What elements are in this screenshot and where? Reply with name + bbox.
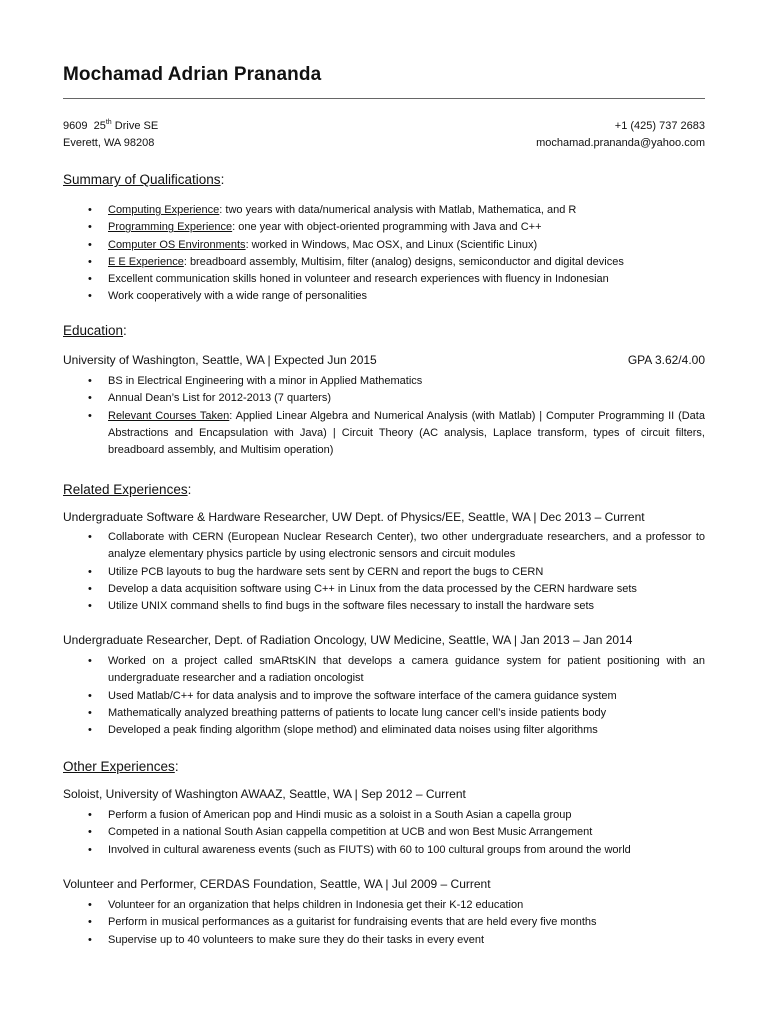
related-job-1-list <box>88 529 705 615</box>
other-job-item: • Volunteer for an organization that helps children in Indonesia get their K-12 education <box>88 897 705 914</box>
education-heading-text: Education <box>63 323 124 338</box>
summary-item <box>88 288 705 305</box>
summary-item-label: Computer OS Environments <box>108 238 246 251</box>
other-job-item: • Involved in cultural awareness events (such as FIUTS) with 60 to 100 cultural groups from around the world <box>88 842 705 859</box>
summary-item <box>88 219 705 236</box>
summary-list <box>88 202 705 306</box>
other-job-item: • Perform in musical performances as a guitarist for fundraising events that are held every five months <box>88 914 705 931</box>
header-divider <box>63 98 705 99</box>
other-job-2-title: Volunteer and Performer, CERDAS Foundation, Seattle, WA | Jul 2009 – Current <box>63 877 491 891</box>
other-heading-text: Other Experiences <box>63 759 175 774</box>
related-job-item: • Develop a data acquisition software using C++ in Linux from the data processed by the CERN hardware sets <box>88 581 705 598</box>
address-block <box>63 118 158 152</box>
other-heading-colon: : <box>174 759 179 774</box>
address-suffix: th <box>105 119 112 126</box>
summary-item <box>88 202 705 219</box>
education-heading-colon: : <box>123 323 127 338</box>
email-address[interactable]: mochamad.prananda@yahoo.com <box>536 137 705 149</box>
education-heading <box>63 323 127 338</box>
education-item-text: Annual Dean’s List for 2012-2013 (7 quarters) <box>108 392 331 405</box>
address-line-2: Everett, WA 98208 <box>63 137 155 149</box>
other-job-1-list <box>88 807 705 859</box>
gpa: GPA 3.62/4.00 <box>627 353 705 367</box>
related-job-2-title: Undergraduate Researcher, Dept. of Radiation Oncology, UW Medicine, Seattle, WA | Jan 2013 – Jan 2014 <box>63 633 633 647</box>
summary-heading-colon: : <box>220 172 225 187</box>
related-job-item: • Utilize UNIX command shells to find bugs in the software files necessary to install the hardware sets <box>88 598 705 615</box>
summary-heading <box>63 172 224 187</box>
summary-item-text: Excellent communication skills honed in volunteer and research experiences with fluency in Indonesian <box>108 273 609 286</box>
address-street-number: 25 <box>93 120 106 132</box>
summary-item-text: : worked in Windows, Mac OSX, and Linux (Scientific Linux) <box>245 238 538 251</box>
summary-item-label: Programming Experience <box>108 221 233 234</box>
education-item <box>88 373 705 390</box>
related-job-2-list <box>88 653 705 739</box>
summary-item <box>88 271 705 288</box>
other-heading <box>63 759 179 774</box>
related-job-item: • Worked on a project called smARtsKIN that develops a camera guidance system for patient positioning with an undergraduate researcher and a radiation oncologist <box>88 653 705 688</box>
education-item-text: BS in Electrical Engineering with a minor in Applied Mathematics <box>108 375 423 387</box>
education-item-label: Relevant Courses Taken <box>108 409 230 422</box>
contact-block <box>536 118 705 152</box>
education-item-text: : Applied Linear Algebra and Numerical Analysis (with Matlab) | Computer Programming II (Data Abstractions and Encapsulation with Java) | Circuit Theory (AC analysis, Laplace transform, types of circuit filters, breadboard assembly, and Multisim operation) <box>108 409 705 457</box>
related-job-1-title: Undergraduate Software & Hardware Researcher, UW Dept. of Physics/EE, Seattle, WA | Dec 2013 – Current <box>63 510 645 524</box>
other-job-item: • Competed in a national South Asian cappella competition at UCB and won Best Music Arrangement <box>88 824 705 841</box>
other-job-item: • Perform a fusion of American pop and Hindi music as a soloist in a South Asian a capella group <box>88 807 705 824</box>
education-item <box>88 390 705 407</box>
phone-number: +1 (425) 737 2683 <box>614 120 705 132</box>
related-job-item: • Developed a peak finding algorithm (slope method) and eliminated data noises using filter algorithms <box>88 722 705 739</box>
summary-item-label: Computing Experience <box>108 204 220 216</box>
summary-item-label: E E Experience <box>108 255 184 268</box>
related-job-item: • Used Matlab/C++ for data analysis and to improve the software interface of the camera guidance system <box>88 688 705 705</box>
related-job-item: • Mathematically analyzed breathing patterns of patients to locate lung cancer cell’s inside patients body <box>88 705 705 722</box>
summary-item <box>88 237 705 254</box>
other-job-1-title: Soloist, University of Washington AWAAZ, Seattle, WA | Sep 2012 – Current <box>63 787 466 801</box>
education-list <box>88 373 705 459</box>
summary-item <box>88 254 705 271</box>
school-line: University of Washington, Seattle, WA | Expected Jun 2015 <box>63 353 377 367</box>
related-heading-text: Related Experiences <box>63 482 188 497</box>
other-job-2-list <box>88 897 705 949</box>
related-heading <box>63 482 191 497</box>
related-job-item: • Utilize PCB layouts to bug the hardware sets sent by CERN and report the bugs to CERN <box>88 564 705 581</box>
address-number: 9609 <box>63 120 88 132</box>
related-heading-colon: : <box>187 482 192 497</box>
education-school <box>63 353 705 367</box>
summary-item-text: : one year with object-oriented programming with Java and C++ <box>232 221 542 234</box>
candidate-name: Mochamad Adrian Prananda <box>63 64 322 85</box>
other-job-item: • Supervise up to 40 volunteers to make sure they do their tasks in every event <box>88 932 705 949</box>
summary-heading-text: Summary of Qualifications <box>63 172 221 187</box>
summary-item-text: : breadboard assembly, Multisim, filter (analog) designs, semiconductor and digital devices <box>183 255 624 268</box>
education-item <box>88 408 705 460</box>
related-job-item: • Collaborate with CERN (European Nuclear Research Center), two other undergraduate researchers, and a professor to analyze elementary physics particle by using electronic sensors and circuit modules <box>88 529 705 564</box>
summary-item-text: Work cooperatively with a wide range of personalities <box>108 290 368 303</box>
address-line-1 <box>63 118 158 135</box>
summary-item-text: : two years with data/numerical analysis with Matlab, Mathematica, and R <box>219 204 577 216</box>
address-street: Drive SE <box>114 120 159 132</box>
